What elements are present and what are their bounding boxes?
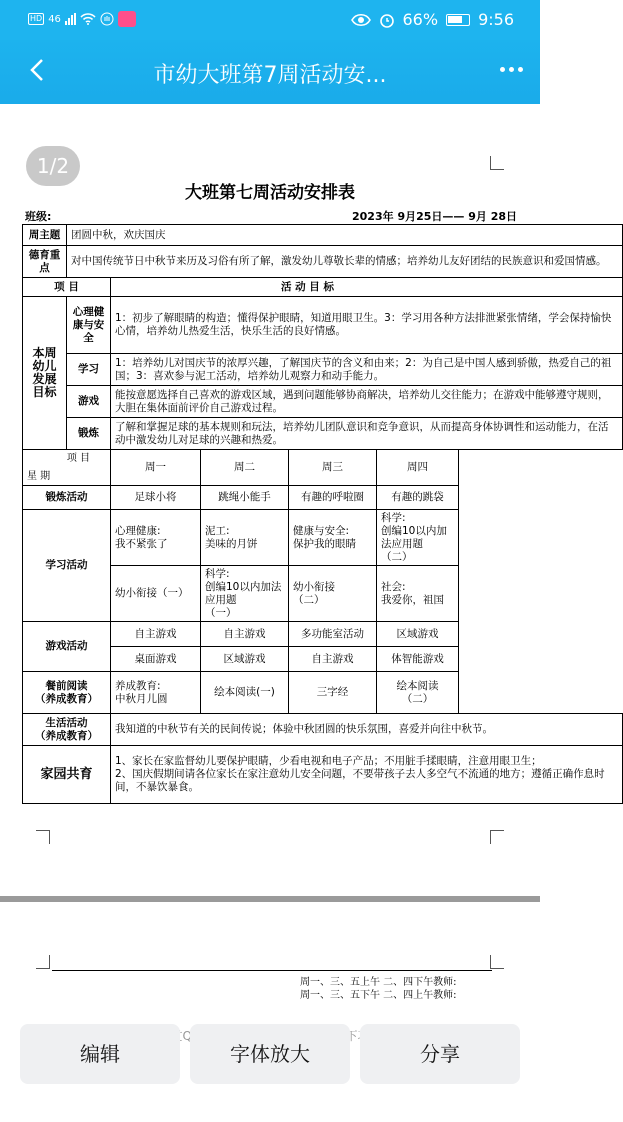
cell: 周一 — [111, 450, 201, 486]
cell — [459, 510, 623, 566]
cell: 活 动 目 标 — [111, 278, 623, 297]
page-corner-mark — [490, 955, 504, 969]
cell: 能按意愿选择自己喜欢的游戏区域，遇到问题能够协商解决，培养幼儿交往能力；在游戏中能够遵守规则，大胆在集体面前评价自己游戏过程。 — [111, 386, 623, 418]
cell: 区域游戏 — [201, 647, 289, 672]
cell: 1、家长在家监督幼儿要保护眼睛，少看电视和电子产品；不用脏手揉眼睛，注意用眼卫生； 2、国庆假期间请各位家长在家注意幼儿安全问题，不要带孩子去人多空气不流通的地方；遵循正确作息时间，不暴饮暴食。 — [111, 746, 623, 804]
cell — [23, 450, 111, 486]
cell: 心理健康与安全 — [67, 297, 111, 354]
share-button[interactable]: 分享 — [360, 1024, 520, 1084]
cell: 游戏活动 — [23, 622, 111, 672]
page-indicator: 1/2 — [26, 146, 80, 186]
alarm-icon — [379, 12, 395, 28]
app-notification-icon — [118, 11, 136, 27]
footer-teacher-line-2: 周一、三、五下午 二、四上午教师: — [300, 990, 457, 1001]
more-menu-icon[interactable] — [496, 54, 526, 84]
cell: 学习活动 — [23, 510, 111, 622]
date-range: 2023年 9月25日—— 9月 28日 — [352, 210, 518, 223]
cell: 跳绳小能手 — [201, 486, 289, 510]
cell: 德育重点 — [23, 246, 67, 278]
back-arrow-icon[interactable] — [24, 56, 52, 84]
hd-badge: HD — [30, 14, 43, 23]
cell: 1：初步了解眼睛的构造；懂得保护眼睛，知道用眼卫生。3：学习用各种方法排泄紧张情绪，学会保持愉快心情，培养幼儿热爱生活，快乐生活的良好情感。 — [111, 297, 623, 354]
cell: 健康与安全: 保护我的眼睛 — [289, 510, 377, 566]
cell: 体智能游戏 — [377, 647, 459, 672]
schedule-table — [22, 224, 623, 804]
cell — [459, 566, 623, 622]
page-title: 市幼大班第7周活动安... — [153, 63, 387, 88]
cell: 有趣的跳袋 — [377, 486, 459, 510]
cell: 周四 — [377, 450, 459, 486]
network-indicators — [28, 11, 136, 27]
cell: 了解和掌握足球的基本规则和玩法，培养幼儿团队意识和竞争意识，从而提高身体协调性和运动能力，在活动中激发幼儿对足球的兴趣和热爱。 — [111, 418, 623, 450]
status-bar — [0, 0, 540, 40]
cell: 科学: 创编10以内加法应用题 （二） — [377, 510, 459, 566]
cell: 养成教育: 中秋月儿圆 — [111, 672, 201, 714]
cell: 三字经 — [289, 672, 377, 714]
cell: 心理健康: 我不紧张了 — [111, 510, 201, 566]
cell: 游戏 — [67, 386, 111, 418]
cell: 周二 — [201, 450, 289, 486]
system-indicators — [351, 10, 515, 29]
page-corner-mark — [36, 955, 50, 969]
battery-percent: 66% — [402, 10, 439, 29]
cell: 周主题 — [23, 225, 67, 246]
cell: 桌面游戏 — [111, 647, 201, 672]
document-title: 大班第七周活动安排表 — [185, 183, 355, 203]
battery-icon — [446, 14, 470, 26]
cell: 自主游戏 — [111, 622, 201, 647]
corner-bottom: 星 期 — [27, 471, 51, 482]
cell: 项 目 — [23, 278, 111, 297]
hand-icon — [100, 12, 114, 26]
font-enlarge-button[interactable]: 字体放大 — [190, 1024, 350, 1084]
cell: 生活活动 （养成教育） — [23, 714, 111, 746]
cell: 绘本阅读 （二） — [377, 672, 459, 714]
eye-icon — [351, 13, 371, 27]
network-type: 46 — [48, 13, 61, 25]
cell: 社会: 我爱你，祖国 — [377, 566, 459, 622]
cell — [459, 622, 623, 647]
cell: 泥工: 美味的月饼 — [201, 510, 289, 566]
cell: 1：培养幼儿对国庆节的浓厚兴趣，了解国庆节的含义和由来；2：为自己是中国人感到骄傲，热爱自己的祖国；3：喜欢参与泥工活动，培养幼儿观察力和动手能力。 — [111, 354, 623, 386]
page-corner-mark — [490, 156, 504, 170]
corner-top: 项 目 — [66, 453, 90, 464]
app-bar — [0, 40, 540, 104]
cell: 团圆中秋，欢庆国庆 — [67, 225, 623, 246]
cell: 幼小衔接（一） — [111, 566, 201, 622]
wifi-icon — [80, 13, 96, 25]
signal-icon — [65, 13, 76, 25]
footer-teacher-line-1: 周一、三、五上午 二、四下午教师: — [300, 977, 457, 988]
page-corner-mark — [490, 830, 504, 844]
edit-button[interactable]: 编辑 — [20, 1024, 180, 1084]
cell: 区域游戏 — [377, 622, 459, 647]
cell: 学习 — [67, 354, 111, 386]
cell — [459, 672, 623, 714]
cell — [459, 647, 623, 672]
cell: 家园共育 — [23, 746, 111, 804]
cell: 我知道的中秋节有关的民间传说；体验中秋团圆的快乐氛围，喜爱并向往中秋节。 — [111, 714, 623, 746]
cell: 锻炼活动 — [23, 486, 111, 510]
cell: 周三 — [289, 450, 377, 486]
cell: 科学: 创编10以内加法应用题 （一） — [201, 566, 289, 622]
document-page-2 — [0, 902, 540, 1022]
footer-rule — [52, 970, 492, 971]
cell: 锻炼 — [67, 418, 111, 450]
cell: 幼小衔接 （二） — [289, 566, 377, 622]
cell: 绘本阅读(一) — [201, 672, 289, 714]
clock: 9:56 — [478, 10, 514, 29]
page-corner-mark — [36, 830, 50, 844]
cell: 自主游戏 — [289, 647, 377, 672]
cell — [459, 486, 623, 510]
cell: 对中国传统节日中秋节来历及习俗有所了解，激发幼儿尊敬长辈的情感；培养幼儿友好团结的民族意识和爱国情感。 — [67, 246, 623, 278]
class-label: 班级: — [25, 210, 52, 223]
cell: 本周幼儿发展目标 — [23, 297, 67, 450]
cell: 有趣的呼啦圈 — [289, 486, 377, 510]
cell: 足球小将 — [111, 486, 201, 510]
cell: 自主游戏 — [201, 622, 289, 647]
cell: 多功能室活动 — [289, 622, 377, 647]
cell: 餐前阅读 （养成教育） — [23, 672, 111, 714]
cell — [459, 450, 623, 486]
